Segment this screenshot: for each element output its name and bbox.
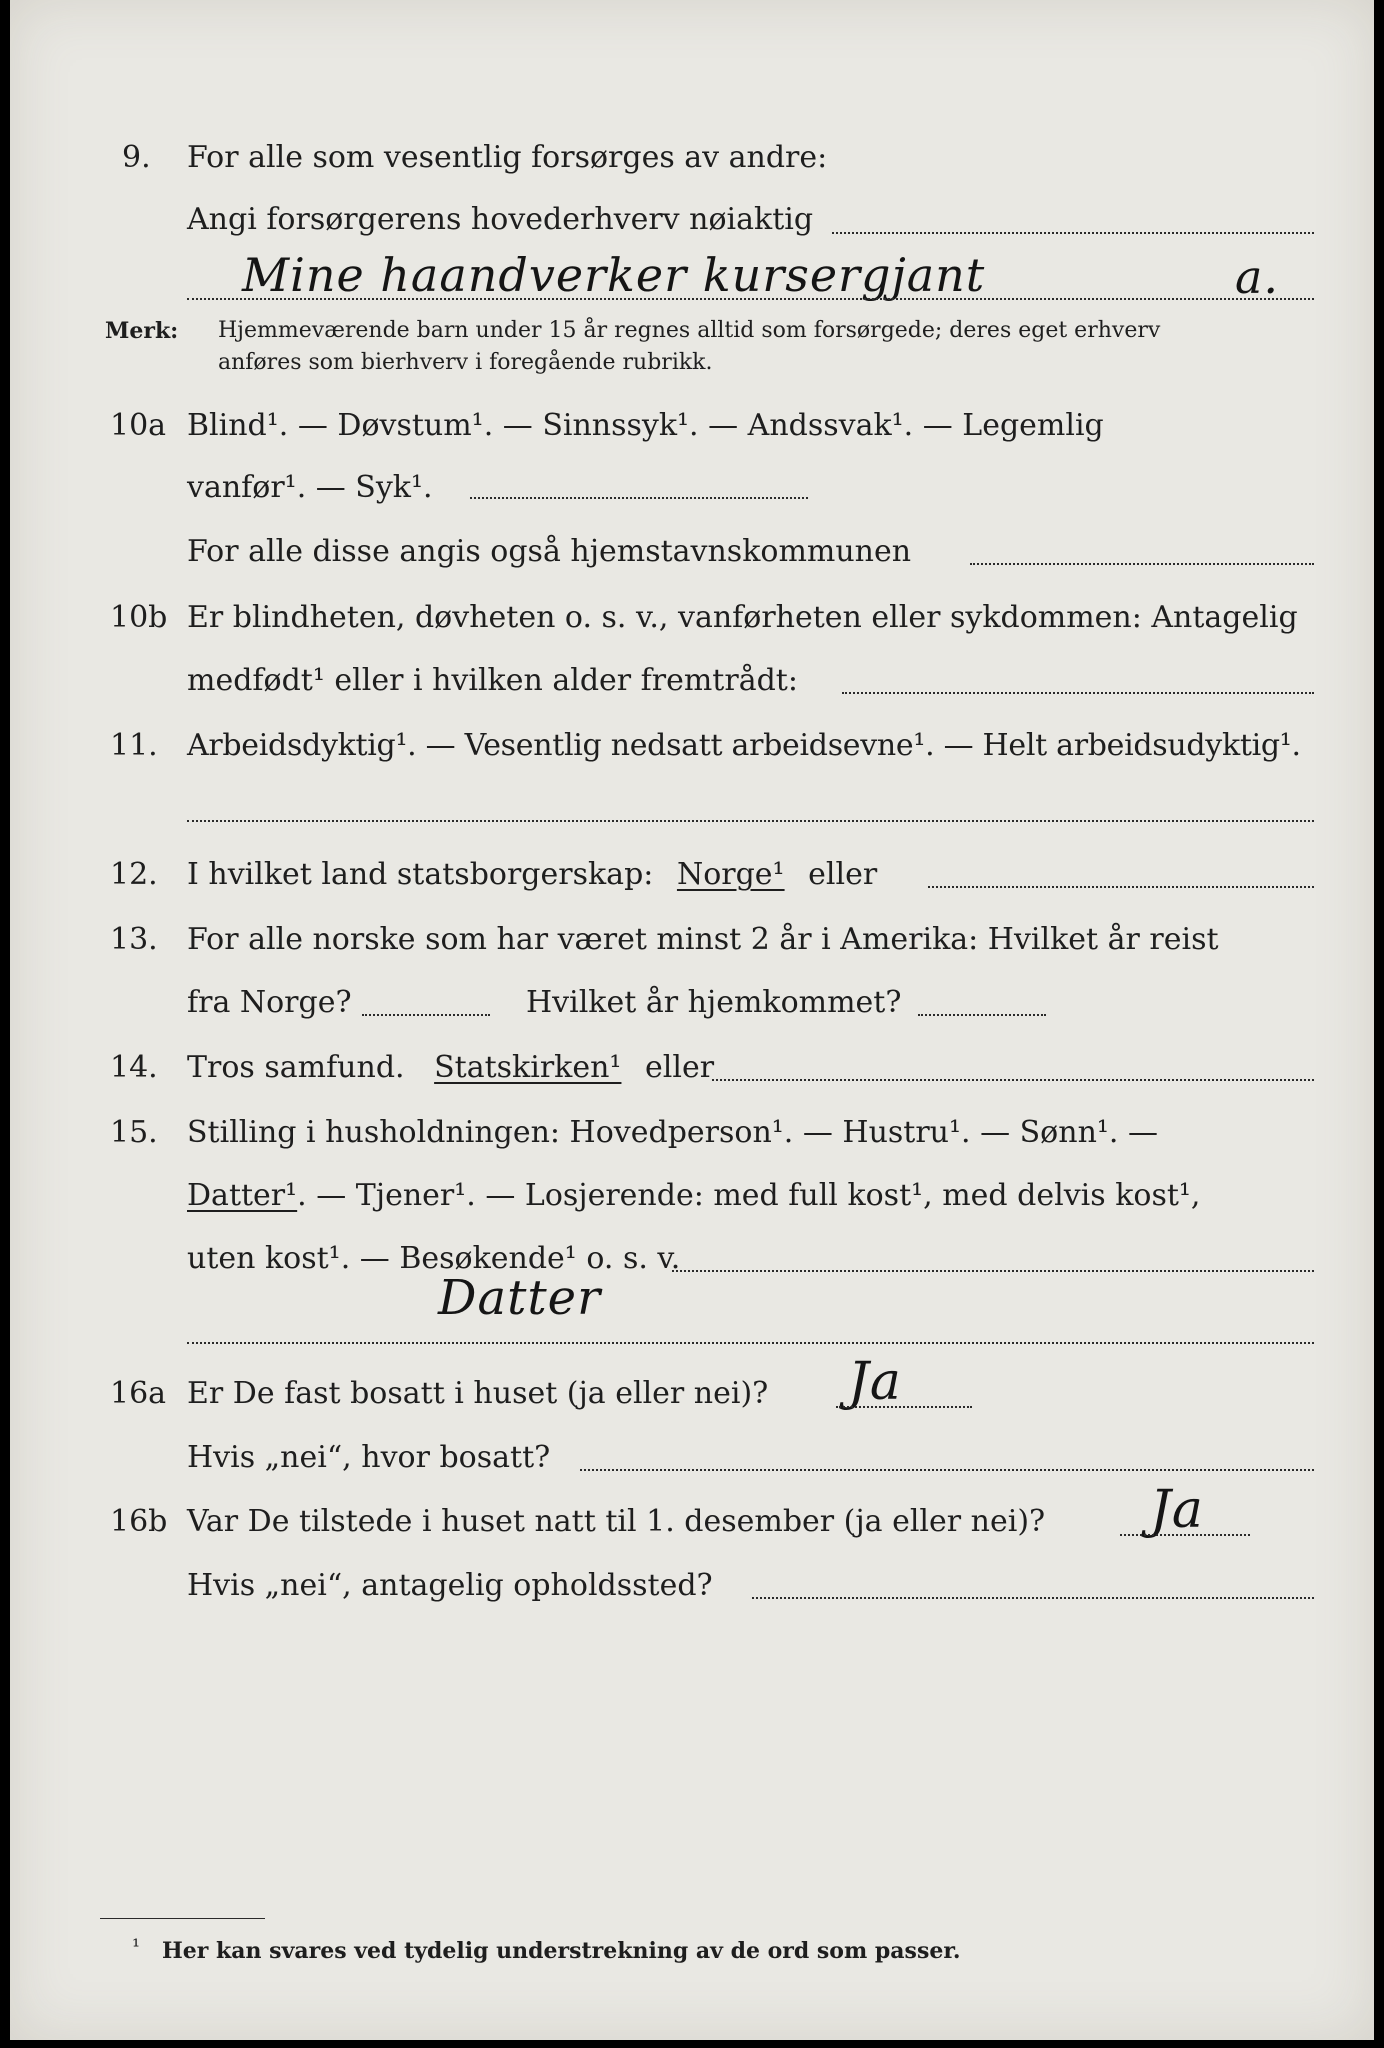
q12-suffix: eller	[808, 857, 878, 892]
q15-number: 15.	[110, 1115, 158, 1150]
footnote-text: Her kan svares ved tydelig understrekning av de ord som passer.	[162, 1938, 961, 1964]
q9-handwritten-answer: Mine haandverker kursergjant	[242, 248, 986, 302]
merk-label: Merk:	[105, 318, 179, 344]
footnote-mark: ¹	[132, 1934, 141, 1958]
q9-handwritten-extra: a.	[1235, 250, 1280, 304]
q15-line2	[187, 1178, 1200, 1213]
q13-line2b: Hvilket år hjemkommet?	[526, 985, 902, 1020]
q15-handwritten-answer: Datter	[438, 1270, 602, 1326]
q15-line1: Stilling i husholdningen: Hovedperson¹. — Hustru¹. — Sønn¹. —	[187, 1115, 1158, 1150]
q12-dotted-line	[928, 886, 1314, 888]
q11-line1: Arbeidsdyktig¹. — Vesentlig nedsatt arbeidsevne¹. — Helt arbeidsudyktig¹.	[187, 728, 1301, 763]
q15-dotted-line	[672, 1270, 1314, 1272]
q10a-kommune-line	[970, 563, 1314, 565]
q14-line	[187, 1050, 714, 1085]
q13-number: 13.	[110, 922, 158, 957]
q15-answer-line	[187, 1342, 1314, 1344]
q13-hjemkommet-line	[918, 1014, 1046, 1016]
q9-dotted-line	[832, 232, 1314, 234]
q10a-line1: Blind¹. — Døvstum¹. — Sinnssyk¹. — Andssvak¹. — Legemlig	[187, 408, 1104, 443]
q16b-line1: Var De tilstede i huset natt til 1. desember (ja eller nei)?	[187, 1504, 1046, 1539]
q10b-line2: medfødt¹ eller i hvilken alder fremtrådt:	[187, 663, 798, 698]
q12-number: 12.	[110, 857, 158, 892]
q16b-dotted-line	[1120, 1534, 1250, 1536]
q14-number: 14.	[110, 1050, 158, 1085]
q9-line1: For alle som vesentlig forsørges av andre:	[187, 140, 828, 175]
q11-number: 11.	[110, 728, 158, 763]
q16a-line1: Er De fast bosatt i huset (ja eller nei)?	[187, 1376, 769, 1411]
q16b-line2: Hvis „nei“, antagelig opholdssted?	[187, 1568, 713, 1603]
q16b-number: 16b	[110, 1504, 168, 1539]
q16a-number: 16a	[110, 1376, 167, 1411]
q14-dotted-line	[712, 1079, 1314, 1081]
q16a-dotted-line	[836, 1406, 972, 1408]
q16a-handwritten-answer: Ja	[848, 1352, 902, 1412]
q13-line2a: fra Norge?	[187, 985, 352, 1020]
q10b-age-line	[842, 692, 1314, 694]
q14-prefix: Tros samfund.	[187, 1050, 405, 1085]
q12-norge-underlined: Norge¹	[676, 857, 785, 892]
q10a-line2: vanfør¹. — Syk¹.	[187, 470, 433, 505]
q10b-line1: Er blindheten, døvheten o. s. v., vanførheten eller sykdommen: Antagelig	[187, 600, 1298, 635]
q16b-handwritten-answer: Ja	[1150, 1480, 1204, 1540]
q12-prefix: I hvilket land statsborgerskap:	[187, 857, 654, 892]
q13-reist-line	[362, 1014, 490, 1016]
q16a-bosatt-line	[580, 1469, 1314, 1471]
footnote-rule	[100, 1918, 265, 1919]
q9-answer-line	[187, 298, 1314, 300]
q16a-line2: Hvis „nei“, hvor bosatt?	[187, 1440, 551, 1475]
q10a-line3: For alle disse angis også hjemstavnskommunen	[187, 534, 912, 569]
q10a-number: 10a	[110, 408, 167, 443]
q11-answer-line	[187, 820, 1314, 822]
q15-line2-rest: . — Tjener¹. — Losjerende: med full kost¹, med delvis kost¹,	[297, 1178, 1201, 1213]
merk-line2: anføres som bierhverv i foregående rubrikk.	[218, 350, 713, 375]
merk-line1: Hjemmeværende barn under 15 år regnes alltid som forsørgede; deres eget erhverv	[218, 318, 1161, 343]
q9-line2: Angi forsørgerens hovederhverv nøiaktig	[187, 202, 814, 237]
q15-line3: uten kost¹. — Besøkende¹ o. s. v.	[187, 1241, 681, 1276]
q13-line1: For alle norske som har været minst 2 år i Amerika: Hvilket år reist	[187, 922, 1219, 957]
q14-statskirken-underlined: Statskirken¹	[434, 1050, 622, 1085]
q15-datter-underlined: Datter¹	[187, 1178, 298, 1213]
census-form-page	[10, 0, 1374, 2040]
q14-suffix: eller	[645, 1050, 715, 1085]
q12-line	[187, 857, 877, 892]
q10b-number: 10b	[110, 600, 168, 635]
q16b-opholdssted-line	[752, 1597, 1314, 1599]
q10a-syk-line	[470, 497, 808, 499]
q9-number: 9.	[122, 140, 151, 175]
